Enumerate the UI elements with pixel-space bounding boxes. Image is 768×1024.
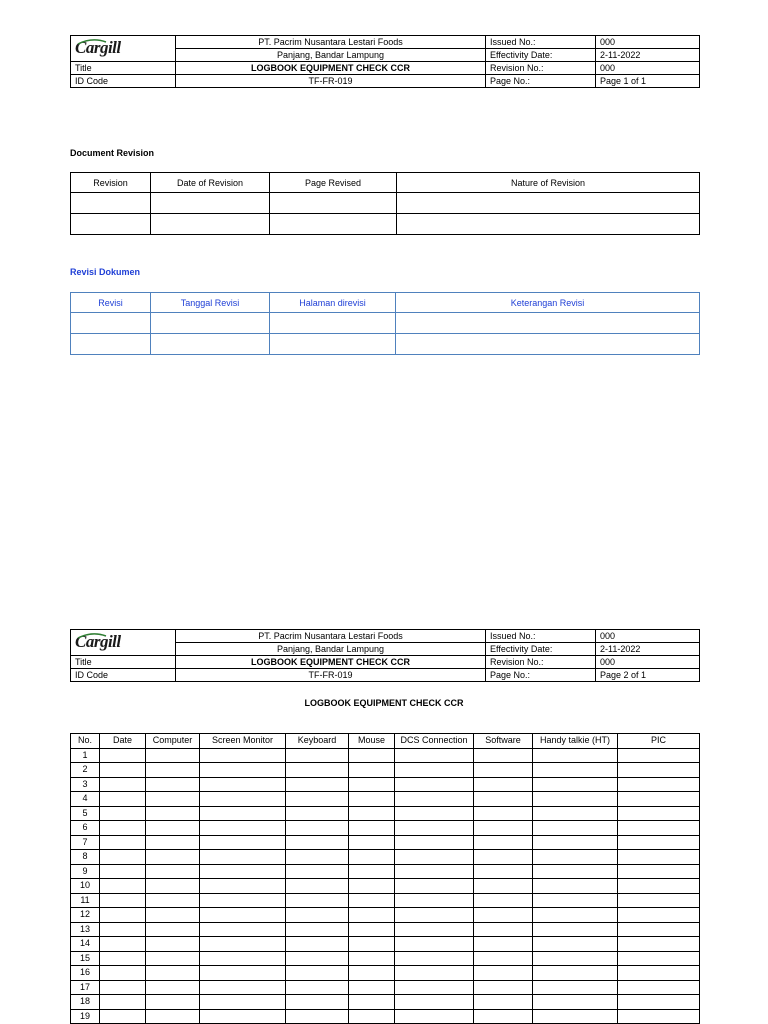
id-code-value: TF-FR-019 (176, 669, 486, 682)
table-cell (349, 777, 395, 792)
table-cell (533, 748, 618, 763)
table-cell (200, 835, 286, 850)
table-cell (270, 334, 396, 355)
table-cell (146, 879, 200, 894)
row-number: 14 (71, 937, 100, 952)
table-cell (146, 966, 200, 981)
table-cell (533, 821, 618, 836)
id-code-value: TF-FR-019 (176, 75, 486, 88)
table-cell (474, 748, 533, 763)
document-header-page-1 (70, 35, 700, 88)
table-cell (395, 879, 474, 894)
column-header: Keterangan Revisi (396, 293, 700, 313)
table-cell (349, 864, 395, 879)
table-cell (286, 806, 349, 821)
page-label: Page No.: (486, 669, 596, 682)
table-cell (395, 850, 474, 865)
table-cell (533, 893, 618, 908)
column-header: Keyboard (286, 734, 349, 749)
table-row (71, 893, 700, 908)
row-number: 10 (71, 879, 100, 894)
table-cell (349, 980, 395, 995)
table-cell (100, 922, 146, 937)
table-row (71, 334, 700, 355)
table-cell (533, 792, 618, 807)
document-header-page-2 (70, 629, 700, 682)
company-location: Panjang, Bandar Lampung (176, 49, 486, 62)
table-cell (474, 908, 533, 923)
table-cell (474, 922, 533, 937)
row-number: 2 (71, 763, 100, 778)
table-cell (474, 821, 533, 836)
table-row (71, 864, 700, 879)
table-row (71, 777, 700, 792)
row-number: 17 (71, 980, 100, 995)
effectivity-value: 2-11-2022 (596, 643, 700, 656)
table-cell (474, 980, 533, 995)
row-number: 9 (71, 864, 100, 879)
table-cell (146, 792, 200, 807)
table-cell (146, 821, 200, 836)
revisi-dokumen-title: Revisi Dokumen (70, 267, 141, 277)
table-cell (395, 821, 474, 836)
table-cell (146, 951, 200, 966)
table-cell (349, 835, 395, 850)
column-header: PIC (618, 734, 700, 749)
table-cell (286, 995, 349, 1010)
table-cell (286, 850, 349, 865)
row-number: 11 (71, 893, 100, 908)
row-number: 12 (71, 908, 100, 923)
issued-value: 000 (596, 630, 700, 643)
document-revision-title: Document Revision (70, 148, 155, 158)
table-cell (200, 995, 286, 1010)
table-cell (395, 792, 474, 807)
table-cell (200, 893, 286, 908)
table-cell (533, 777, 618, 792)
row-number: 7 (71, 835, 100, 850)
table-cell (100, 850, 146, 865)
table-cell (151, 193, 270, 214)
column-header: Date (100, 734, 146, 749)
table-cell (395, 777, 474, 792)
table-cell (533, 908, 618, 923)
issued-label: Issued No.: (486, 630, 596, 643)
row-number: 19 (71, 1009, 100, 1024)
table-cell (395, 763, 474, 778)
table-cell (618, 748, 700, 763)
table-cell (533, 980, 618, 995)
table-cell (146, 748, 200, 763)
table-cell (618, 821, 700, 836)
table-cell (349, 806, 395, 821)
table-cell (397, 214, 700, 235)
document-revision-table (70, 172, 700, 235)
table-cell (396, 334, 700, 355)
table-cell (146, 908, 200, 923)
table-cell (618, 966, 700, 981)
page-label: Page No.: (486, 75, 596, 88)
company-logo-cell (71, 630, 176, 656)
table-cell (270, 193, 397, 214)
table-cell (349, 937, 395, 952)
company-logo-cell (71, 36, 176, 62)
logbook-title: LOGBOOK EQUIPMENT CHECK CCR (304, 698, 464, 708)
table-cell (618, 763, 700, 778)
table-row (71, 835, 700, 850)
table-cell (270, 313, 396, 334)
table-cell (100, 951, 146, 966)
table-cell (286, 864, 349, 879)
table-cell (618, 980, 700, 995)
company-name: PT. Pacrim Nusantara Lestari Foods (176, 36, 486, 49)
table-cell (100, 763, 146, 778)
table-cell (618, 995, 700, 1010)
table-cell (533, 806, 618, 821)
effectivity-value: 2-11-2022 (596, 49, 700, 62)
table-cell (151, 214, 270, 235)
table-cell (200, 748, 286, 763)
table-cell (474, 792, 533, 807)
table-cell (618, 951, 700, 966)
table-cell (395, 1009, 474, 1024)
column-header: Screen Monitor (200, 734, 286, 749)
row-number: 13 (71, 922, 100, 937)
row-number: 15 (71, 951, 100, 966)
table-cell (200, 806, 286, 821)
table-cell (200, 937, 286, 952)
logbook-header-row (71, 734, 700, 749)
table-cell (618, 864, 700, 879)
company-name: PT. Pacrim Nusantara Lestari Foods (176, 630, 486, 643)
table-cell (474, 893, 533, 908)
logo-leaf-icon (77, 633, 107, 639)
table-cell (474, 966, 533, 981)
table-cell (200, 922, 286, 937)
row-number: 5 (71, 806, 100, 821)
table-cell (474, 835, 533, 850)
table-cell (349, 951, 395, 966)
table-row (71, 922, 700, 937)
table-cell (286, 922, 349, 937)
table-cell (618, 777, 700, 792)
column-header: Software (474, 734, 533, 749)
table-row (71, 792, 700, 807)
column-header: Date of Revision (151, 173, 270, 193)
table-row (71, 214, 700, 235)
title-label: Title (71, 62, 176, 75)
column-header: DCS Connection (395, 734, 474, 749)
cargill-logo: Cargill (75, 631, 121, 651)
table-cell (474, 995, 533, 1010)
table-cell (146, 864, 200, 879)
table-row (71, 995, 700, 1010)
issued-label: Issued No.: (486, 36, 596, 49)
title-value: LOGBOOK EQUIPMENT CHECK CCR (176, 656, 486, 669)
table-cell (533, 951, 618, 966)
table-cell (100, 777, 146, 792)
table-cell (618, 806, 700, 821)
table-cell (349, 1009, 395, 1024)
column-header: Tanggal Revisi (151, 293, 270, 313)
table-cell (100, 893, 146, 908)
table-cell (618, 937, 700, 952)
table-cell (286, 821, 349, 836)
table-cell (200, 850, 286, 865)
table-cell (100, 966, 146, 981)
table-cell (533, 966, 618, 981)
table-cell (395, 806, 474, 821)
table-cell (200, 763, 286, 778)
table-cell (618, 835, 700, 850)
table-cell (151, 313, 270, 334)
table-cell (618, 879, 700, 894)
table-row (71, 879, 700, 894)
table-cell (100, 937, 146, 952)
table-cell (533, 922, 618, 937)
table-cell (200, 951, 286, 966)
table-cell (533, 995, 618, 1010)
row-number: 6 (71, 821, 100, 836)
revisi-dokumen-table (70, 292, 700, 355)
table-cell (349, 763, 395, 778)
table-cell (146, 806, 200, 821)
table-row (71, 313, 700, 334)
table-cell (474, 951, 533, 966)
table-cell (100, 806, 146, 821)
effectivity-label: Effectivity Date: (486, 49, 596, 62)
table-cell (286, 835, 349, 850)
table-cell (349, 850, 395, 865)
cargill-logo: Cargill (75, 37, 121, 57)
table-cell (71, 334, 151, 355)
table-cell (618, 893, 700, 908)
table-cell (200, 864, 286, 879)
table-cell (286, 879, 349, 894)
table-cell (349, 748, 395, 763)
table-cell (100, 835, 146, 850)
table-row (71, 850, 700, 865)
page-value: Page 1 of 1 (596, 75, 700, 88)
table-cell (474, 864, 533, 879)
table-cell (100, 908, 146, 923)
table-cell (100, 748, 146, 763)
table-cell (286, 908, 349, 923)
table-row (71, 966, 700, 981)
table-cell (395, 980, 474, 995)
row-number: 4 (71, 792, 100, 807)
table-cell (146, 835, 200, 850)
table-cell (395, 893, 474, 908)
table-cell (100, 879, 146, 894)
title-value: LOGBOOK EQUIPMENT CHECK CCR (176, 62, 486, 75)
table-cell (533, 1009, 618, 1024)
table-cell (395, 835, 474, 850)
table-cell (349, 995, 395, 1010)
row-number: 8 (71, 850, 100, 865)
company-location: Panjang, Bandar Lampung (176, 643, 486, 656)
id-code-label: ID Code (71, 669, 176, 682)
table-row (71, 1009, 700, 1024)
table-cell (395, 995, 474, 1010)
table-cell (146, 777, 200, 792)
table-cell (286, 980, 349, 995)
table-row (71, 806, 700, 821)
revision-label: Revision No.: (486, 62, 596, 75)
table-cell (286, 763, 349, 778)
table-row (71, 193, 700, 214)
table-cell (146, 937, 200, 952)
table-cell (349, 966, 395, 981)
table-cell (146, 980, 200, 995)
table-cell (71, 214, 151, 235)
column-header: Nature of Revision (397, 173, 700, 193)
table-cell (474, 806, 533, 821)
table-cell (200, 777, 286, 792)
table-cell (618, 850, 700, 865)
page-value: Page 2 of 1 (596, 669, 700, 682)
table-cell (618, 922, 700, 937)
column-header: Page Revised (270, 173, 397, 193)
table-cell (286, 777, 349, 792)
row-number: 16 (71, 966, 100, 981)
row-number: 3 (71, 777, 100, 792)
table-cell (533, 850, 618, 865)
table-cell (270, 214, 397, 235)
row-number: 1 (71, 748, 100, 763)
table-cell (396, 313, 700, 334)
table-cell (100, 864, 146, 879)
table-cell (349, 908, 395, 923)
table-cell (200, 908, 286, 923)
table-cell (286, 893, 349, 908)
table-cell (618, 1009, 700, 1024)
table-cell (286, 951, 349, 966)
table-row (71, 951, 700, 966)
column-header: Halaman direvisi (270, 293, 396, 313)
table-cell (533, 763, 618, 778)
table-cell (349, 792, 395, 807)
revision-value: 000 (596, 656, 700, 669)
column-header: Revisi (71, 293, 151, 313)
column-header: Revision (71, 173, 151, 193)
table-cell (100, 995, 146, 1010)
table-cell (397, 193, 700, 214)
table-cell (200, 980, 286, 995)
table-cell (618, 792, 700, 807)
table-cell (146, 1009, 200, 1024)
revision-value: 000 (596, 62, 700, 75)
table-cell (395, 864, 474, 879)
table-cell (286, 1009, 349, 1024)
table-cell (146, 763, 200, 778)
table-cell (146, 995, 200, 1010)
table-cell (474, 937, 533, 952)
table-row (71, 937, 700, 952)
table-cell (533, 937, 618, 952)
table-cell (100, 980, 146, 995)
table-cell (100, 821, 146, 836)
table-cell (100, 792, 146, 807)
logbook-table (70, 733, 700, 1024)
column-header: No. (71, 734, 100, 749)
table-row (71, 821, 700, 836)
table-row (71, 980, 700, 995)
table-cell (474, 763, 533, 778)
table-row (71, 763, 700, 778)
table-cell (286, 792, 349, 807)
table-cell (286, 937, 349, 952)
table-cell (474, 777, 533, 792)
table-row (71, 908, 700, 923)
table-cell (395, 937, 474, 952)
table-cell (200, 792, 286, 807)
table-cell (200, 966, 286, 981)
effectivity-label: Effectivity Date: (486, 643, 596, 656)
table-cell (71, 313, 151, 334)
table-cell (349, 922, 395, 937)
table-cell (200, 879, 286, 894)
revision-label: Revision No.: (486, 656, 596, 669)
table-cell (100, 1009, 146, 1024)
table-cell (349, 879, 395, 894)
table-cell (474, 850, 533, 865)
table-cell (146, 922, 200, 937)
table-cell (474, 1009, 533, 1024)
id-code-label: ID Code (71, 75, 176, 88)
table-cell (71, 193, 151, 214)
table-cell (349, 893, 395, 908)
table-cell (286, 966, 349, 981)
table-cell (395, 748, 474, 763)
table-cell (395, 922, 474, 937)
table-row (71, 748, 700, 763)
row-number: 18 (71, 995, 100, 1010)
table-cell (474, 879, 533, 894)
column-header: Mouse (349, 734, 395, 749)
title-label: Title (71, 656, 176, 669)
table-cell (533, 835, 618, 850)
table-cell (286, 748, 349, 763)
column-header: Handy talkie (HT) (533, 734, 618, 749)
column-header: Computer (146, 734, 200, 749)
table-cell (151, 334, 270, 355)
table-cell (200, 1009, 286, 1024)
table-cell (533, 879, 618, 894)
table-cell (146, 893, 200, 908)
logo-leaf-icon (77, 39, 107, 45)
table-cell (146, 850, 200, 865)
table-cell (200, 821, 286, 836)
table-cell (618, 908, 700, 923)
table-cell (395, 966, 474, 981)
table-cell (533, 864, 618, 879)
table-cell (395, 951, 474, 966)
table-cell (395, 908, 474, 923)
table-cell (349, 821, 395, 836)
issued-value: 000 (596, 36, 700, 49)
